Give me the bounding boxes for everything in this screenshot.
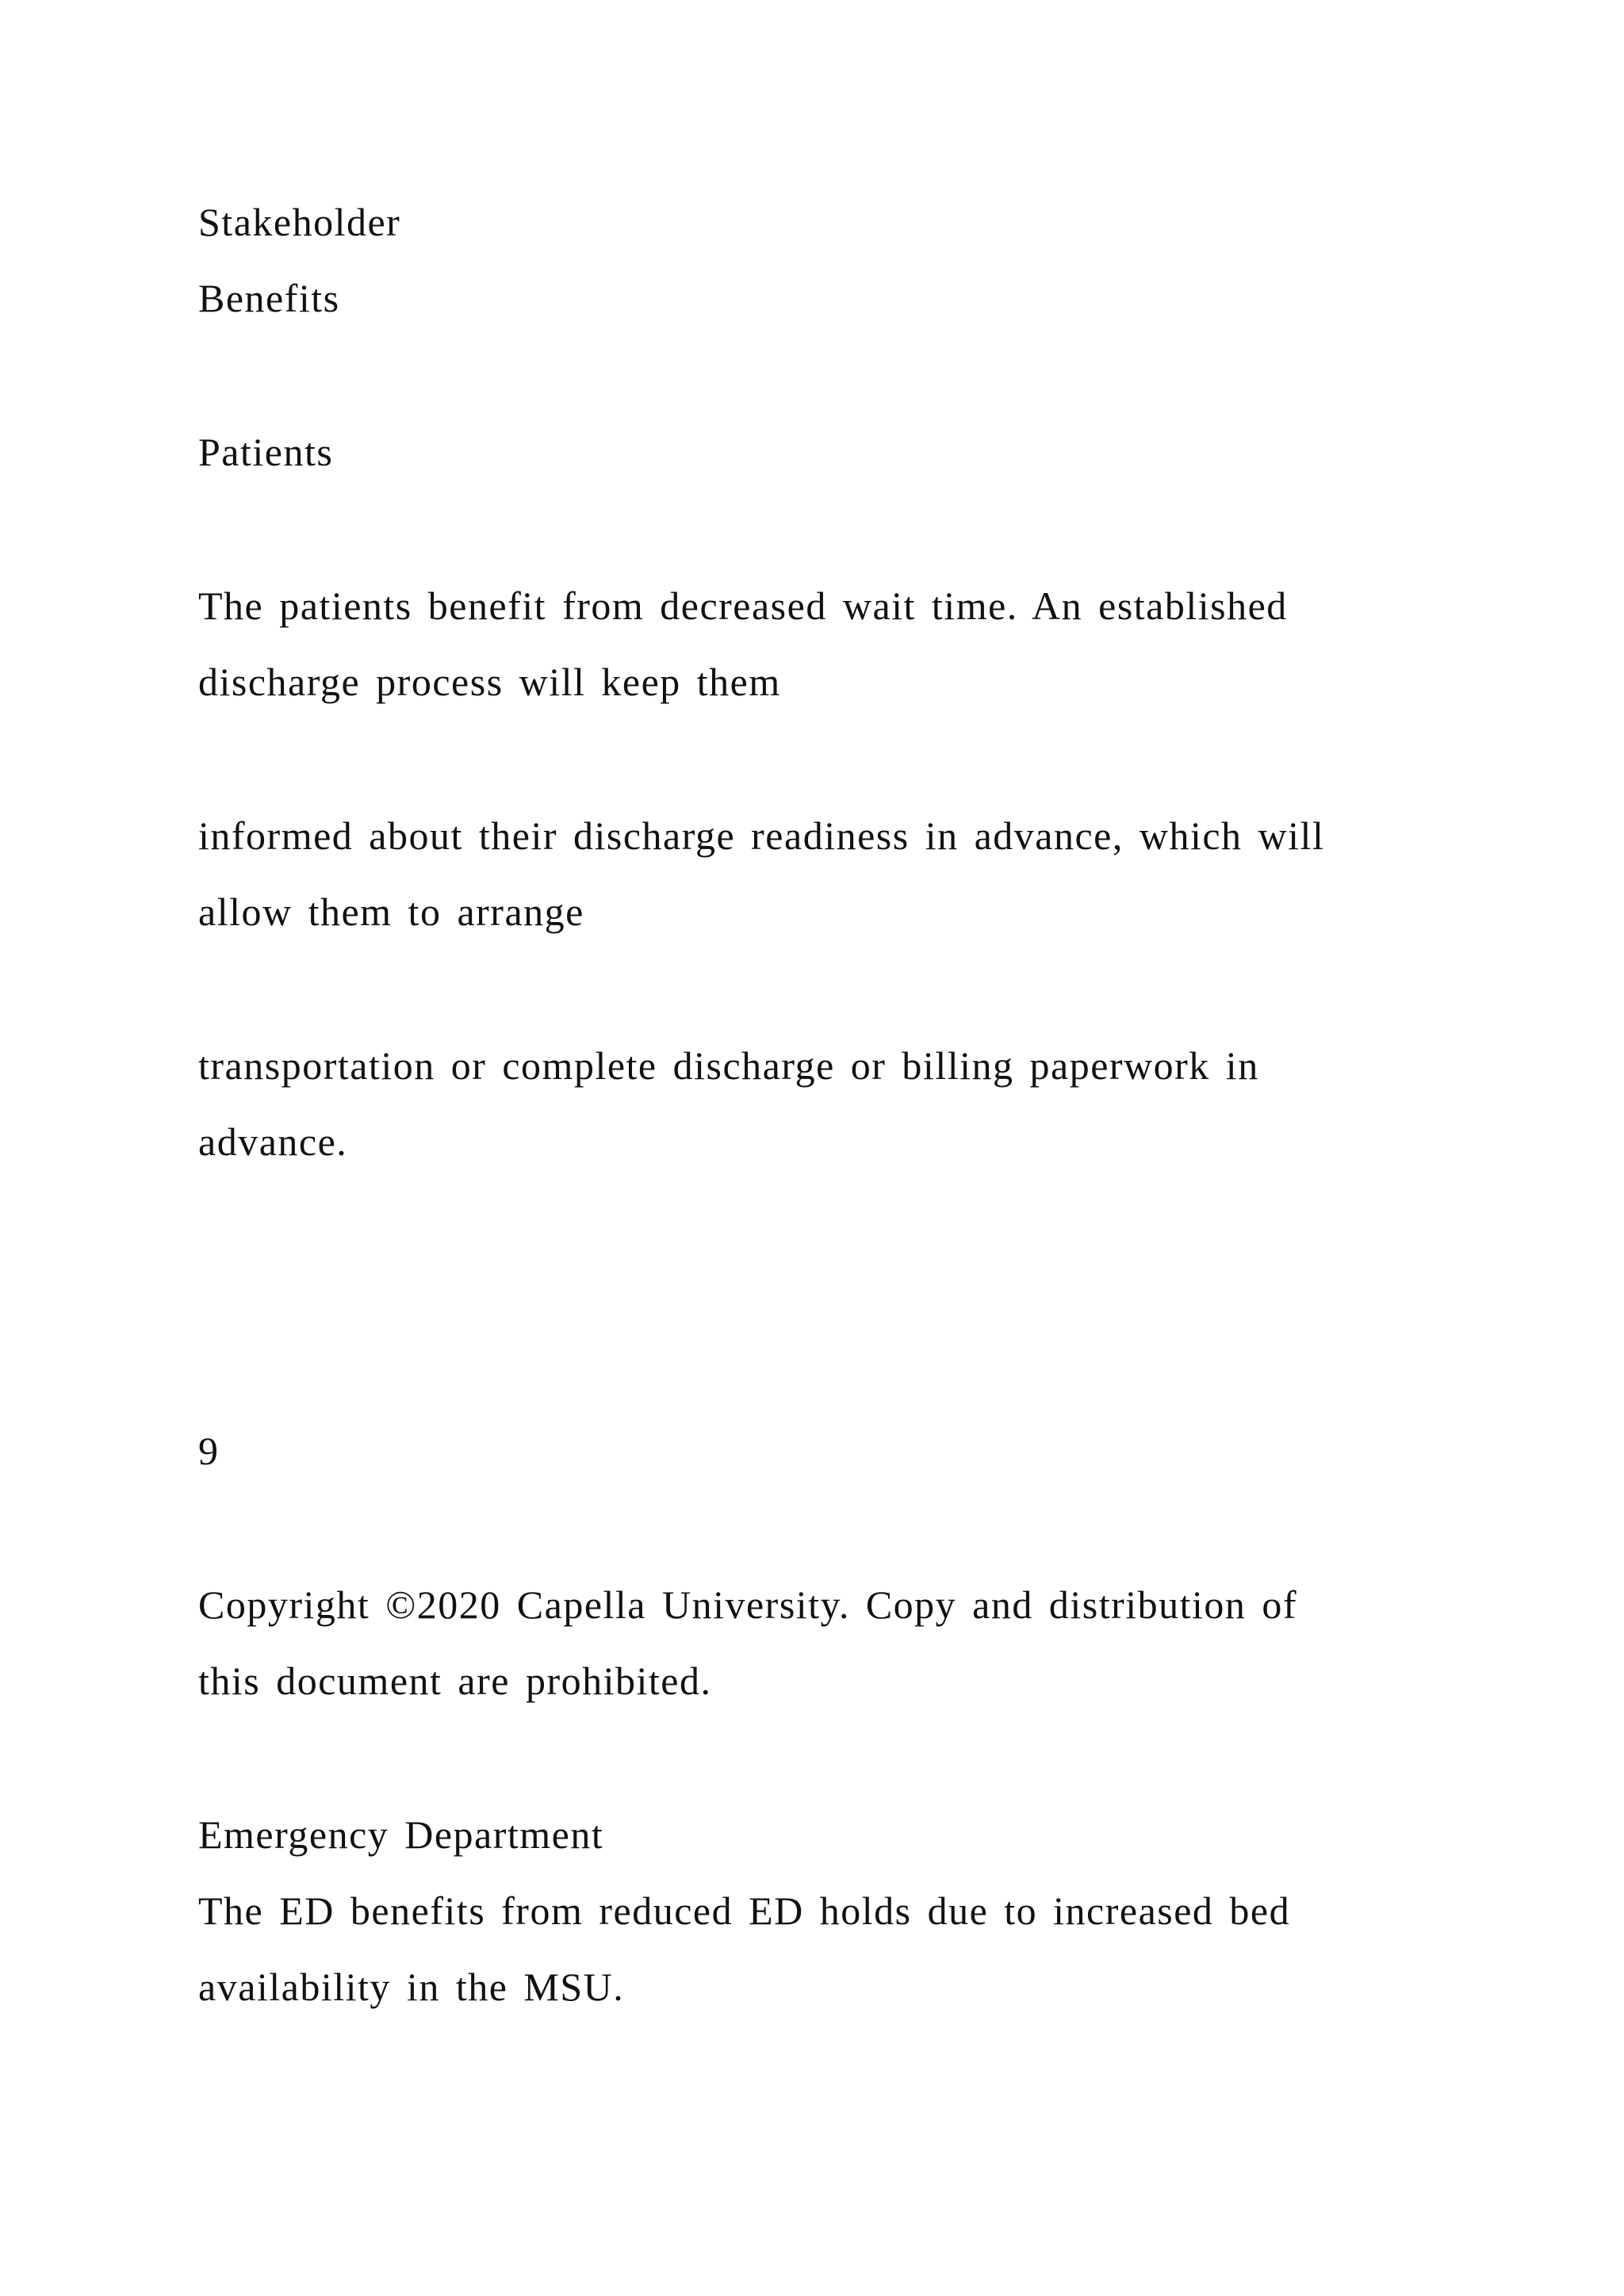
copyright-line: this document are prohibited. xyxy=(198,1659,712,1703)
patients-text-line: informed about their discharge readiness in advance, which will xyxy=(198,813,1325,858)
patients-text-line: advance. xyxy=(198,1119,348,1164)
emergency-department-title: Emergency Department xyxy=(198,1812,604,1857)
patients-text-line: transportation or complete discharge or billing paperwork in xyxy=(198,1043,1259,1088)
patients-text-line: discharge process will keep them xyxy=(198,660,781,704)
emergency-department-text-line: The ED benefits from reduced ED holds due to increased bed xyxy=(198,1888,1291,1933)
patients-title: Patients xyxy=(198,430,334,474)
stakeholder-heading: Stakeholder xyxy=(198,200,401,244)
benefits-heading: Benefits xyxy=(198,276,340,320)
patients-text-line: The patients benefit from decreased wait time. An established xyxy=(198,584,1288,628)
page-number: 9 xyxy=(198,1429,220,1473)
copyright-line: Copyright ©2020 Capella University. Copy and distribution of xyxy=(198,1582,1298,1627)
emergency-department-text-line: availability in the MSU. xyxy=(198,1965,625,2009)
patients-text-line: allow them to arrange xyxy=(198,890,584,934)
